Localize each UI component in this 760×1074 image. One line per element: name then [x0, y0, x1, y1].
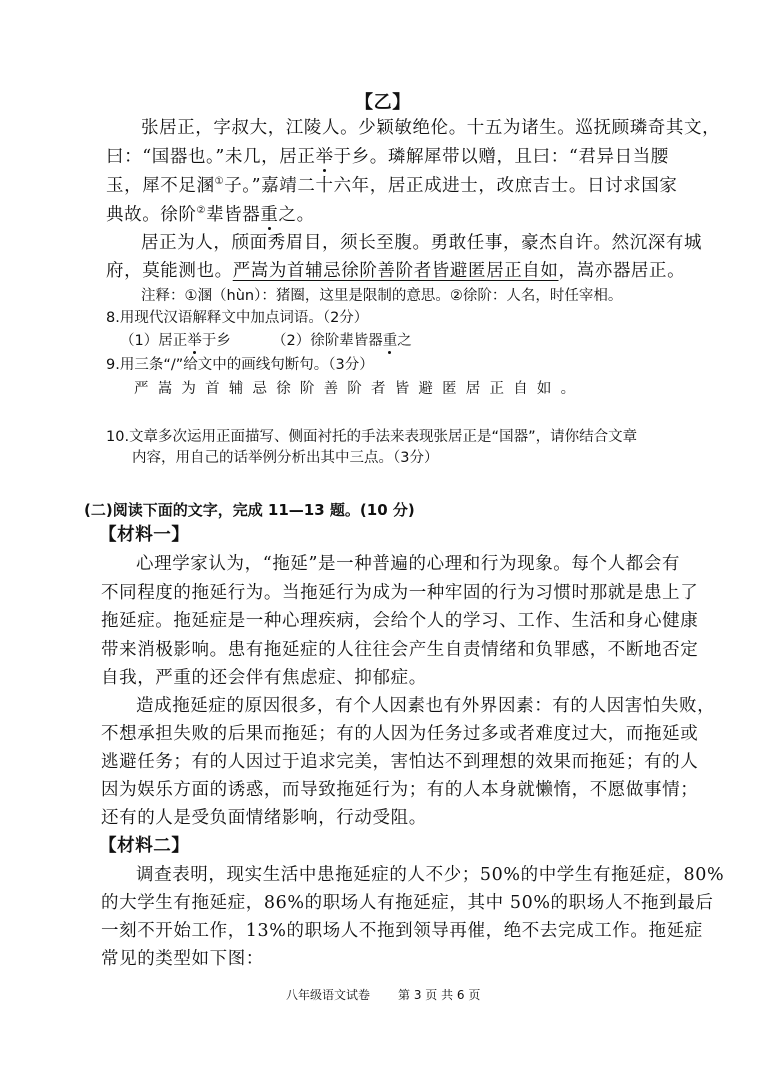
footer-exam-title: 八年级语文试卷 [286, 988, 371, 1002]
question-8: 8.用现代汉语解释文中加点词语。（2分） [106, 310, 369, 326]
footer-page-number: 第 3 页 共 6 页 [398, 988, 481, 1002]
dotted-word: 重 [260, 205, 279, 225]
passage-line: 不想承担失败的后果而拖延；有的人因为任务过多或者难度过大，而拖延或 [101, 724, 699, 744]
text-span: （1）居正 [120, 333, 188, 349]
passage-line: 张居正，字叔大，江陵人。少颖敏绝伦。十五为诸生。巡抚顾璘奇其文， [141, 118, 721, 138]
text-span: 府，莫能测也。 [106, 261, 233, 281]
question-10: 10.文章多次运用正面描写、侧面衬托的手法来表现张居正是“国器”，请你结合文章 [106, 429, 638, 445]
passage-line: 心理学家认为，“拖延”是一种普遍的心理和行为现象。每个人都会有 [136, 554, 680, 574]
passage-line: 一刻不开始工作，13%的职场人不拖到领导再催，绝不去完成工作。拖延症 [101, 921, 703, 941]
text-span: 子。”嘉靖二十六年，居正成进士，改庶吉士。日讨求国家 [224, 176, 678, 196]
passage-line: 拖延症。拖延症是一种心理疾病，会给个人的学习、工作、生活和身心健康 [101, 611, 699, 631]
section-heading-two: (二)阅读下面的文字，完成 11—13 题。(10 分) [84, 501, 415, 519]
text-span: 之 [397, 333, 412, 349]
dotted-word: 举 [187, 333, 202, 349]
passage-line: 还有的人是受负面情绪影响，行动受阻。 [101, 808, 427, 828]
text-span: 玉，犀不足溷 [106, 176, 215, 196]
passage-line [106, 143, 669, 168]
dotted-word: 举 [315, 147, 334, 167]
dotted-word: 重 [382, 333, 398, 349]
passage-line: 不同程度的拖延行为。当拖延行为成为一种牢固的行为习惯时那就是患上了 [101, 583, 699, 603]
footnote-marker: ① [214, 176, 225, 188]
passage-line [106, 201, 315, 226]
question-9: 9.用三条“/”给文中的画线句断句。（3分） [106, 357, 374, 373]
text-span: 辈皆器 [206, 205, 261, 225]
text-span: 于乡 [201, 333, 231, 349]
passage-line: 自我，严重的还会伴有焦虑症、抑郁症。 [101, 668, 427, 688]
question-8-item-2 [272, 329, 412, 350]
question-9-sentence: 严嵩为首辅忌徐阶善阶者皆避匿居正自如。 [134, 381, 585, 397]
text-span: 典故。徐阶 [106, 205, 197, 225]
text-span: ，嵩亦器居正。 [558, 261, 686, 281]
question-8-item-1 [120, 329, 231, 350]
question-10-continued: 内容，用自己的话举例分析出其中三点。（3分） [132, 450, 439, 466]
passage-line [106, 172, 677, 197]
annotation-note: 注释：①溷（hùn）：猪圈，这里是限制的意思。②徐阶：人名，时任宰相。 [141, 288, 623, 304]
section-heading-yi: 【乙】 [355, 92, 411, 113]
text-span: 于乡。璘解犀带以赠，且曰：“君异日当腰 [333, 147, 669, 167]
passage-line [106, 257, 685, 282]
underlined-sentence: 严嵩为首辅忌徐阶善阶者皆避匿居正自如 [232, 261, 559, 281]
text-span: 之。 [278, 205, 315, 225]
footnote-marker: ② [196, 205, 207, 217]
material-1-label: 【材料一】 [99, 525, 190, 545]
passage-line: 调查表明，现实生活中患拖延症的人不少；50%的中学生有拖延症，80% [136, 865, 725, 885]
passage-line: 居正为人，颀面秀眉目，须长至腹。勇敢任事，豪杰自许。然沉深有城 [141, 233, 703, 253]
text-span: 曰：“国器也。”未几，居正 [106, 147, 316, 167]
passage-line: 常见的类型如下图： [101, 949, 264, 969]
passage-line: 造成拖延症的原因很多，有个人因素也有外界因素：有的人因害怕失败， [136, 696, 716, 716]
passage-line: 带来消极影响。患有拖延症的人往往会产生自责情绪和负罪感，不断地否定 [101, 640, 699, 660]
passage-line: 因为娱乐方面的诱惑，而导致拖延行为；有的人本身就懒惰，不愿做事情； [101, 780, 699, 800]
passage-line: 的大学生有拖延症，86%的职场人有拖延症，其中 50%的职场人不拖到最后 [101, 893, 714, 913]
text-span: （2）徐阶辈皆器 [272, 333, 383, 349]
passage-line: 逃避任务；有的人因过于追求完美，害怕达不到理想的效果而拖延；有的人 [101, 752, 699, 772]
material-2-label: 【材料二】 [99, 836, 190, 856]
